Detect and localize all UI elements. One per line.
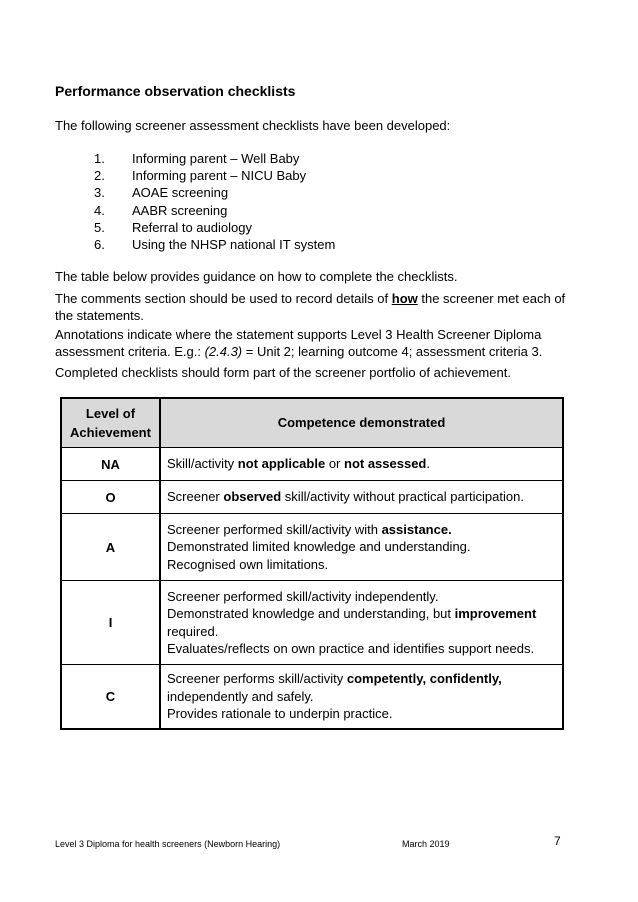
list-number: 1.	[94, 151, 105, 166]
table-header-row	[62, 399, 562, 448]
desc-text: .	[426, 456, 430, 472]
page-number: 7	[554, 834, 561, 848]
header-level-cell	[62, 399, 161, 447]
header-level-line1: Level of	[85, 406, 136, 421]
desc-text: Screener	[167, 489, 224, 505]
list-text: Using the NHSP national IT system	[132, 236, 336, 252]
annotations-example: (2.4.3)	[204, 344, 243, 359]
desc-bold: assistance.	[381, 521, 452, 537]
level-cell: C	[62, 665, 161, 728]
desc-text: or	[325, 456, 344, 472]
list-text: Informing parent – NICU Baby	[132, 168, 307, 184]
intro-paragraph: The following screener assessment checklists have been developed:	[55, 118, 451, 133]
annotations-paragraph	[55, 326, 585, 360]
desc-bold: not assessed	[344, 456, 427, 472]
desc-bold: competently, confidently,	[346, 671, 502, 687]
list-number: 2.	[94, 168, 105, 184]
annotations-text-end: = Unit 2; learning outcome 4; assessment criteria 3.	[242, 344, 543, 359]
description-cell	[161, 481, 562, 513]
desc-text: Skill/activity	[167, 456, 238, 472]
section-heading: Performance observation checklists	[55, 83, 296, 99]
comments-paragraph	[55, 290, 585, 324]
desc-text: skill/activity without practical participation.	[281, 489, 524, 505]
description-cell	[161, 665, 562, 728]
desc-line: independently and safely.	[167, 688, 314, 704]
table-row	[62, 581, 562, 665]
desc-text: Screener performed skill/activity with	[167, 521, 382, 537]
list-text: AOAE screening	[132, 185, 229, 201]
level-cell: O	[62, 481, 161, 513]
description-cell	[161, 514, 562, 580]
comments-text: The comments section should be used to record details of	[55, 291, 392, 306]
footer-title: Level 3 Diploma for health screeners (Newborn Hearing)	[55, 839, 281, 849]
list-number: 4.	[94, 202, 105, 218]
list-number: 3.	[94, 185, 105, 201]
desc-line: Demonstrated limited knowledge and understanding.	[167, 539, 471, 555]
table-row	[62, 514, 562, 581]
table-row	[62, 481, 562, 514]
desc-line: Provides rationale to underpin practice.	[167, 706, 393, 722]
achievement-table	[60, 397, 564, 730]
description-cell	[161, 448, 562, 480]
description-cell	[161, 581, 562, 664]
desc-bold: observed	[223, 489, 282, 505]
table-row	[62, 448, 562, 481]
desc-line: required.	[167, 623, 219, 639]
list-number: 6.	[94, 236, 105, 252]
desc-text: Screener performs skill/activity	[167, 671, 347, 687]
list-text: AABR screening	[132, 202, 228, 218]
desc-line: Recognised own limitations.	[167, 556, 329, 572]
footer-date: March 2019	[402, 839, 450, 849]
desc-line: Screener performed skill/activity independently.	[167, 588, 439, 604]
list-number: 5.	[94, 219, 105, 235]
header-competence-cell	[161, 399, 562, 447]
comments-emphasis: how	[391, 291, 418, 306]
guidance-paragraph: The table below provides guidance on how to complete the checklists.	[55, 269, 458, 284]
desc-line: Evaluates/reflects on own practice and identifies support needs.	[167, 641, 535, 656]
list-text: Informing parent – Well Baby	[132, 151, 300, 166]
level-cell: NA	[62, 448, 161, 480]
table-row	[62, 665, 562, 728]
level-cell: I	[62, 581, 161, 664]
completed-paragraph: Completed checklists should form part of the screener portfolio of achievement.	[55, 365, 511, 380]
desc-bold: not applicable	[237, 456, 326, 472]
header-competence-label: Competence demonstrated	[277, 415, 446, 431]
list-text: Referral to audiology	[132, 219, 252, 235]
desc-text: Demonstrated knowledge and understanding, but	[167, 606, 455, 621]
header-level-line2: Achievement	[70, 425, 151, 440]
comments-text-end: the screener met each of the statements.	[55, 291, 566, 323]
desc-bold: improvement	[454, 606, 537, 621]
level-cell: A	[62, 514, 161, 580]
annotations-text: Annotations indicate where the statement supports Level 3 Health Screener Diploma assessment criteria. E.g.:	[55, 327, 542, 359]
